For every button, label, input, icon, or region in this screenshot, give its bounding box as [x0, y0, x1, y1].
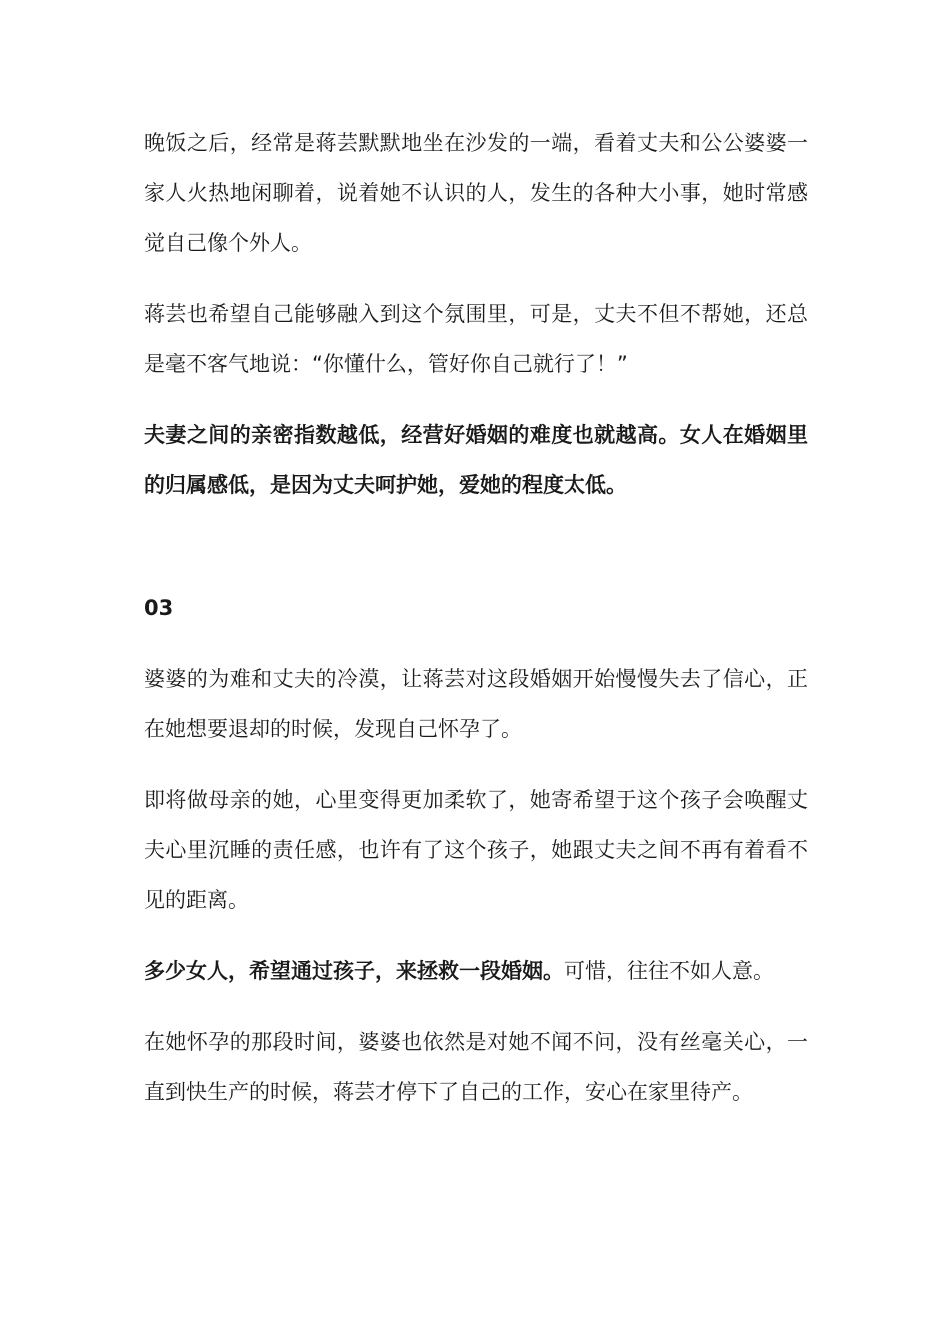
paragraph-7: 在她怀孕的那段时间，婆婆也依然是对她不闻不问，没有丝毫关心，一直到快生产的时候，蒋芸才停下了自己的工作，安心在家里待产。	[144, 1030, 808, 1104]
paragraph-6-bold: 多少女人，希望通过孩子，来拯救一段婚姻。	[144, 959, 564, 983]
section-heading: 03	[144, 596, 174, 620]
paragraph-1: 晚饭之后，经常是蒋芸默默地坐在沙发的一端，看着丈夫和公公婆婆一家人火热地闲聊着，说着她不认识的人，发生的各种大小事，她时常感觉自己像个外人。	[144, 131, 808, 255]
paragraph-6-normal: 可惜，往往不如人意。	[564, 959, 774, 983]
paragraph-2: 蒋芸也希望自己能够融入到这个氛围里，可是，丈夫不但不帮她，还总是毫不客气地说：“你懂什么，管好你自己就行了！”	[144, 302, 808, 376]
paragraph-5: 即将做母亲的她，心里变得更加柔软了，她寄希望于这个孩子会唤醒丈夫心里沉睡的责任感，也许有了这个孩子，她跟丈夫之间不再有着看不见的距离。	[144, 788, 808, 912]
paragraph-3-emphasis: 夫妻之间的亲密指数越低，经营好婚姻的难度也就越高。女人在婚姻里的归属感低，是因为丈夫呵护她，爱她的程度太低。	[144, 423, 808, 497]
paragraph-6	[144, 946, 808, 996]
document-page	[144, 118, 808, 1117]
paragraph-4: 婆婆的为难和丈夫的冷漠，让蒋芸对这段婚姻开始慢慢失去了信心，正在她想要退却的时候，发现自己怀孕了。	[144, 667, 808, 741]
